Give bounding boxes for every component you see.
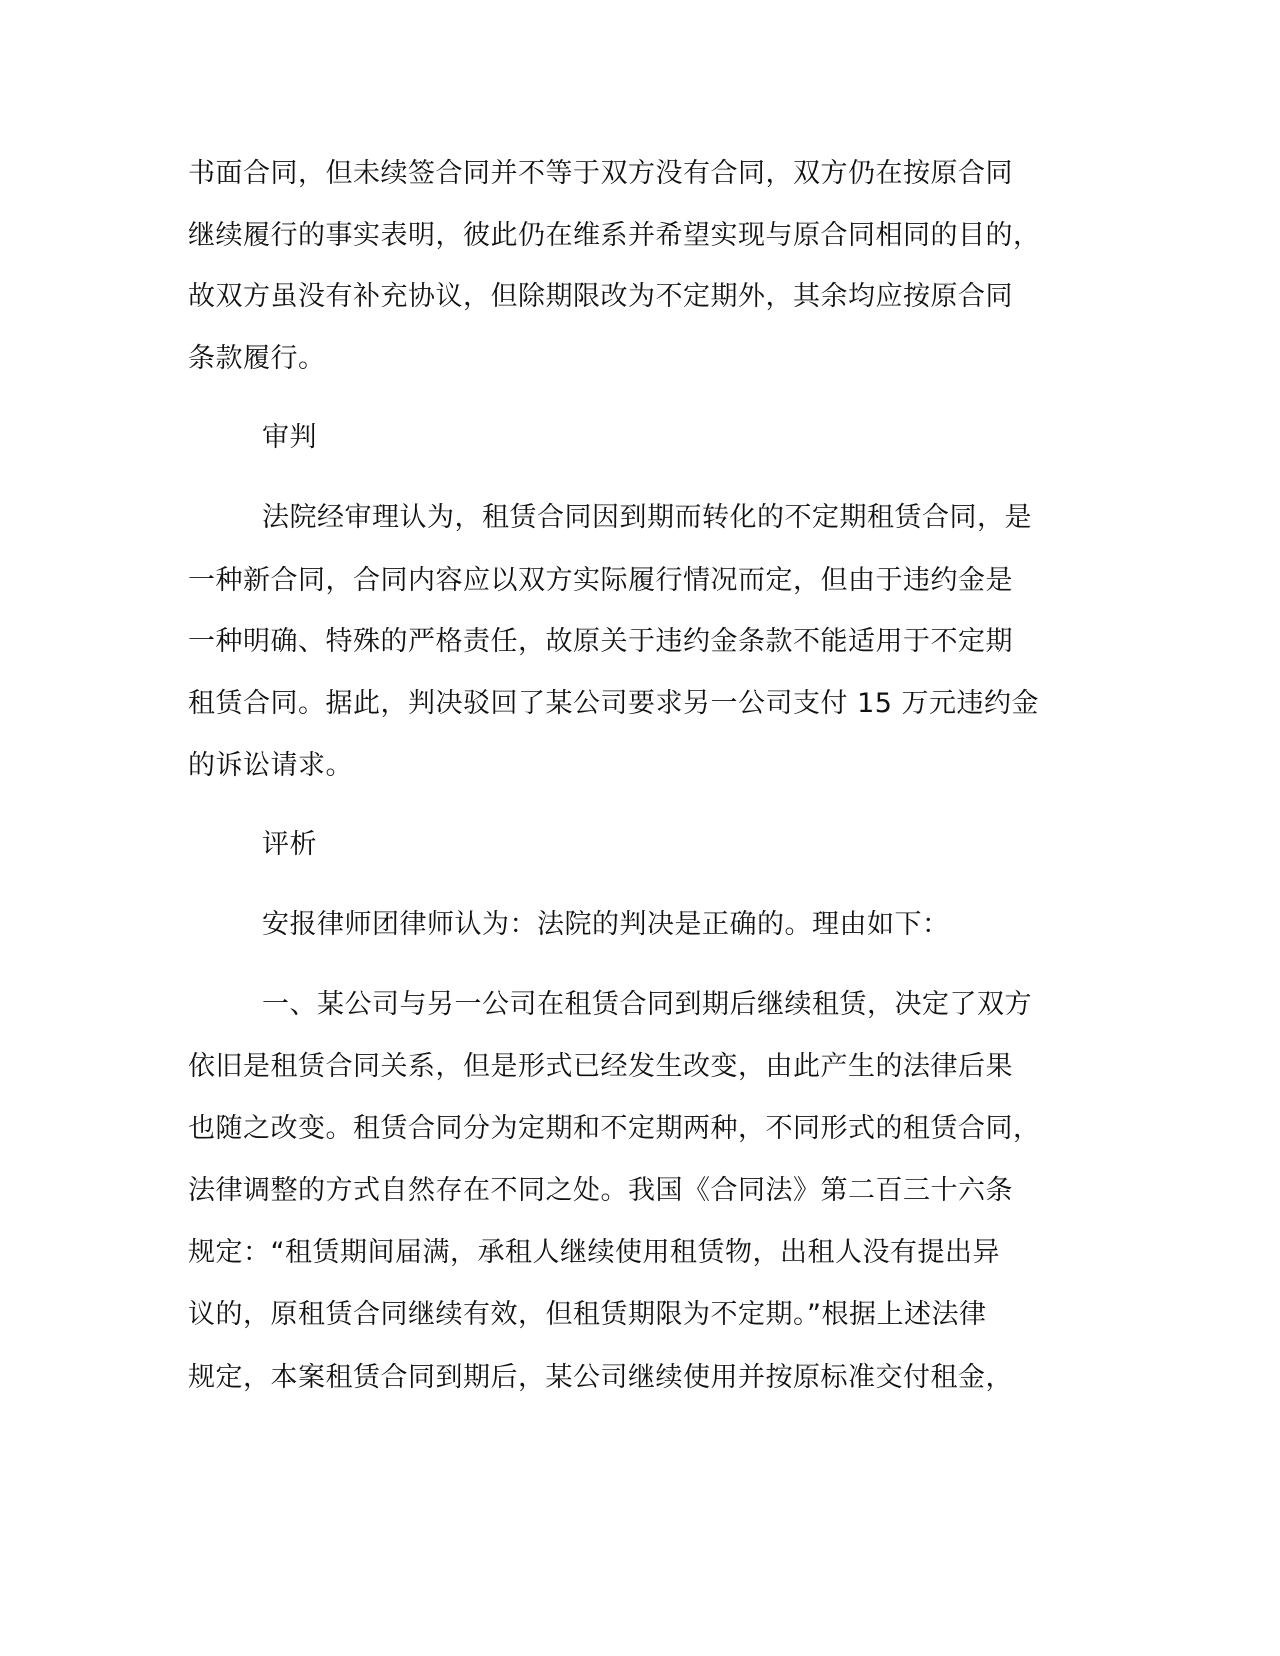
text-line: 规定：“租赁期间届满，承租人继续使用租赁物，出租人没有提出异 [188,1237,1000,1268]
text-line: 一、某公司与另一公司在租赁合同到期后继续租赁，决定了双方 [262,989,1032,1020]
text-line: 故双方虽没有补充协议，但除期限改为不定期外，其余均应按原合同 [188,281,1013,312]
section-heading-trial: 审判 [262,422,317,453]
text-line: 书面合同，但未续签合同并不等于双方没有合同，双方仍在按原合同 [188,158,1013,189]
text-line: 法律调整的方式自然存在不同之处。我国《合同法》第二百三十六条 [188,1175,1013,1206]
text-line: 继续履行的事实表明，彼此仍在维系并希望实现与原合同相同的目的， [188,220,1041,251]
text-line: 也随之改变。租赁合同分为定期和不定期两种，不同形式的租赁合同， [188,1113,1041,1144]
text-line: 议的，原租赁合同继续有效，但租赁期限为不定期。”根据上述法律 [188,1299,987,1330]
text-line: 租赁合同。据此，判决驳回了某公司要求另一公司支付 15 万元违约金 [188,688,1040,719]
text-line: 一种明确、特殊的严格责任，故原关于违约金条款不能适用于不定期 [188,626,1013,657]
text-line: 的诉讼请求。 [188,750,353,781]
text-line: 一种新合同，合同内容应以双方实际履行情况而定，但由于违约金是 [188,565,1013,596]
text-line: 安报律师团律师认为：法院的判决是正确的。理由如下： [262,909,950,940]
text-line: 条款履行。 [188,343,326,374]
text-line: 法院经审理认为，租赁合同因到期而转化的不定期租赁合同，是 [262,502,1032,533]
text-line: 依旧是租赁合同关系，但是形式已经发生改变，由此产生的法律后果 [188,1051,1013,1082]
text-line: 规定，本案租赁合同到期后，某公司继续使用并按原标准交付租金， [188,1362,1013,1393]
section-heading-analysis: 评析 [262,829,317,860]
